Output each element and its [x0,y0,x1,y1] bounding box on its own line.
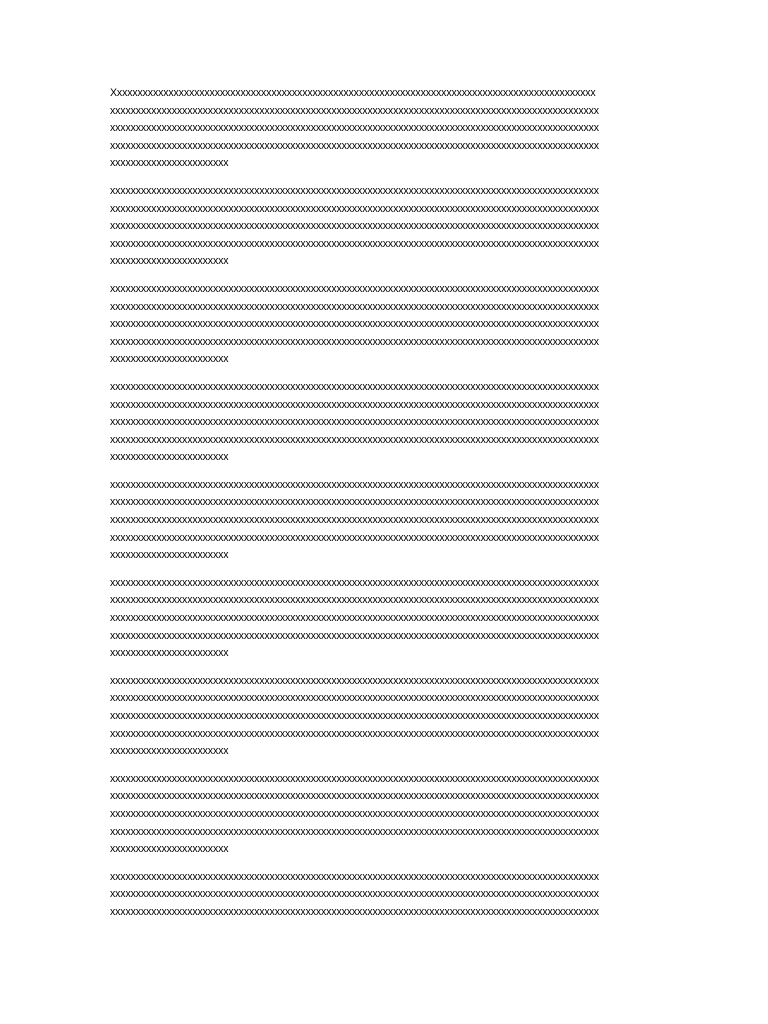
text-line: xxxxxxxxxxxxxxxxxxxxxxx [110,353,229,366]
text-line: xxxxxxxxxxxxxxxxxxxxxxxxxxxxxxxxxxxxxxxxxxxxxxxxxxxxxxxxxxxxxxxxxxxxxxxxxxxxxxxxxxxxxxxxxxxxxxx [110,905,599,918]
text-line: xxxxxxxxxxxxxxxxxxxxxxxxxxxxxxxxxxxxxxxxxxxxxxxxxxxxxxxxxxxxxxxxxxxxxxxxxxxxxxxxxxxxxxxxxxxxxxx [110,825,599,838]
text-line: xxxxxxxxxxxxxxxxxxxxxxxxxxxxxxxxxxxxxxxxxxxxxxxxxxxxxxxxxxxxxxxxxxxxxxxxxxxxxxxxxxxxxxxxxxxxxxx [110,478,599,491]
paragraph-4 [110,379,670,467]
text-line: xxxxxxxxxxxxxxxxxxxxxxxxxxxxxxxxxxxxxxxxxxxxxxxxxxxxxxxxxxxxxxxxxxxxxxxxxxxxxxxxxxxxxxxxxxxxxxx [110,300,599,313]
text-line: xxxxxxxxxxxxxxxxxxxxxxxxxxxxxxxxxxxxxxxxxxxxxxxxxxxxxxxxxxxxxxxxxxxxxxxxxxxxxxxxxxxxxxxxxxxxxxx [110,282,599,295]
text-line: xxxxxxxxxxxxxxxxxxxxxxxxxxxxxxxxxxxxxxxxxxxxxxxxxxxxxxxxxxxxxxxxxxxxxxxxxxxxxxxxxxxxxxxxxxxxxxx [110,380,599,393]
text-line: xxxxxxxxxxxxxxxxxxxxxxx [110,745,229,758]
text-line: xxxxxxxxxxxxxxxxxxxxxxxxxxxxxxxxxxxxxxxxxxxxxxxxxxxxxxxxxxxxxxxxxxxxxxxxxxxxxxxxxxxxxxxxxxxxxxx [110,184,599,197]
text-line: xxxxxxxxxxxxxxxxxxxxxxxxxxxxxxxxxxxxxxxxxxxxxxxxxxxxxxxxxxxxxxxxxxxxxxxxxxxxxxxxxxxxxxxxxxxxxxx [110,870,599,883]
text-line: xxxxxxxxxxxxxxxxxxxxxxxxxxxxxxxxxxxxxxxxxxxxxxxxxxxxxxxxxxxxxxxxxxxxxxxxxxxxxxxxxxxxxxxxxxxxxxx [110,807,599,820]
text-line: xxxxxxxxxxxxxxxxxxxxxxxxxxxxxxxxxxxxxxxxxxxxxxxxxxxxxxxxxxxxxxxxxxxxxxxxxxxxxxxxxxxxxxxxxxxxxxx [110,576,599,589]
text-line: xxxxxxxxxxxxxxxxxxxxxxxxxxxxxxxxxxxxxxxxxxxxxxxxxxxxxxxxxxxxxxxxxxxxxxxxxxxxxxxxxxxxxxxxxxxxxxx [110,202,599,215]
text-line: xxxxxxxxxxxxxxxxxxxxxxxxxxxxxxxxxxxxxxxxxxxxxxxxxxxxxxxxxxxxxxxxxxxxxxxxxxxxxxxxxxxxxxxxxxxxxxx [110,514,599,527]
text-line: xxxxxxxxxxxxxxxxxxxxxxxxxxxxxxxxxxxxxxxxxxxxxxxxxxxxxxxxxxxxxxxxxxxxxxxxxxxxxxxxxxxxxxxxxxxxxxx [110,139,599,152]
text-line: xxxxxxxxxxxxxxxxxxxxxxxxxxxxxxxxxxxxxxxxxxxxxxxxxxxxxxxxxxxxxxxxxxxxxxxxxxxxxxxxxxxxxxxxxxxxxxx [110,416,599,429]
paragraph-9 [110,869,670,922]
paragraph-6 [110,575,670,663]
text-line: xxxxxxxxxxxxxxxxxxxxxxxxxxxxxxxxxxxxxxxxxxxxxxxxxxxxxxxxxxxxxxxxxxxxxxxxxxxxxxxxxxxxxxxxxxxxxxx [110,318,599,331]
text-line: xxxxxxxxxxxxxxxxxxxxxxxxxxxxxxxxxxxxxxxxxxxxxxxxxxxxxxxxxxxxxxxxxxxxxxxxxxxxxxxxxxxxxxxxxxxxxxx [110,433,599,446]
paragraph-2 [110,183,670,271]
paragraph-3 [110,281,670,369]
text-line: xxxxxxxxxxxxxxxxxxxxxxxxxxxxxxxxxxxxxxxxxxxxxxxxxxxxxxxxxxxxxxxxxxxxxxxxxxxxxxxxxxxxxxxxxxxxxxx [110,790,599,803]
text-line: xxxxxxxxxxxxxxxxxxxxxxxxxxxxxxxxxxxxxxxxxxxxxxxxxxxxxxxxxxxxxxxxxxxxxxxxxxxxxxxxxxxxxxxxxxxxxxx [110,122,599,135]
text-line: xxxxxxxxxxxxxxxxxxxxxxxxxxxxxxxxxxxxxxxxxxxxxxxxxxxxxxxxxxxxxxxxxxxxxxxxxxxxxxxxxxxxxxxxxxxxxxx [110,531,599,544]
text-line: xxxxxxxxxxxxxxxxxxxxxxxxxxxxxxxxxxxxxxxxxxxxxxxxxxxxxxxxxxxxxxxxxxxxxxxxxxxxxxxxxxxxxxxxxxxxxxx [110,335,599,348]
text-line: xxxxxxxxxxxxxxxxxxxxxxxxxxxxxxxxxxxxxxxxxxxxxxxxxxxxxxxxxxxxxxxxxxxxxxxxxxxxxxxxxxxxxxxxxxxxxxx [110,104,599,117]
text-line: xxxxxxxxxxxxxxxxxxxxxxx [110,843,229,856]
paragraph-1 [110,85,670,173]
paragraph-5 [110,477,670,565]
text-line: xxxxxxxxxxxxxxxxxxxxxxxxxxxxxxxxxxxxxxxxxxxxxxxxxxxxxxxxxxxxxxxxxxxxxxxxxxxxxxxxxxxxxxxxxxxxxxx [110,772,599,785]
text-line: xxxxxxxxxxxxxxxxxxxxxxxxxxxxxxxxxxxxxxxxxxxxxxxxxxxxxxxxxxxxxxxxxxxxxxxxxxxxxxxxxxxxxxxxxxxxxxx [110,710,599,722]
text-line: xxxxxxxxxxxxxxxxxxxxxxxxxxxxxxxxxxxxxxxxxxxxxxxxxxxxxxxxxxxxxxxxxxxxxxxxxxxxxxxxxxxxxxxxxxxxxxx [110,220,599,233]
text-line: xxxxxxxxxxxxxxxxxxxxxxx [110,549,229,562]
paragraph-7 [110,673,670,761]
document-page [110,85,670,932]
text-line: xxxxxxxxxxxxxxxxxxxxxxxxxxxxxxxxxxxxxxxxxxxxxxxxxxxxxxxxxxxxxxxxxxxxxxxxxxxxxxxxxxxxxxxxxxxxxxx [110,398,599,411]
text-line: xxxxxxxxxxxxxxxxxxxxxxxxxxxxxxxxxxxxxxxxxxxxxxxxxxxxxxxxxxxxxxxxxxxxxxxxxxxxxxxxxxxxxxxxxxxxxxx [110,888,599,901]
text-line: xxxxxxxxxxxxxxxxxxxxxxxxxxxxxxxxxxxxxxxxxxxxxxxxxxxxxxxxxxxxxxxxxxxxxxxxxxxxxxxxxxxxxxxxxxxxxxx [110,496,599,509]
text-line: Xxxxxxxxxxxxxxxxxxxxxxxxxxxxxxxxxxxxxxxxxxxxxxxxxxxxxxxxxxxxxxxxxxxxxxxxxxxxxxxxxxxxxxxxxxxxxx [110,87,596,99]
text-line: xxxxxxxxxxxxxxxxxxxxxxx [110,157,229,170]
text-line: xxxxxxxxxxxxxxxxxxxxxxxxxxxxxxxxxxxxxxxxxxxxxxxxxxxxxxxxxxxxxxxxxxxxxxxxxxxxxxxxxxxxxxxxxxxxxxx [110,612,599,625]
paragraph-8 [110,771,670,859]
text-line: xxxxxxxxxxxxxxxxxxxxxxxxxxxxxxxxxxxxxxxxxxxxxxxxxxxxxxxxxxxxxxxxxxxxxxxxxxxxxxxxxxxxxxxxxxxxxxx [110,594,599,607]
text-line: xxxxxxxxxxxxxxxxxxxxxxxxxxxxxxxxxxxxxxxxxxxxxxxxxxxxxxxxxxxxxxxxxxxxxxxxxxxxxxxxxxxxxxxxxxxxxxx [110,674,599,687]
text-line: xxxxxxxxxxxxxxxxxxxxxxxxxxxxxxxxxxxxxxxxxxxxxxxxxxxxxxxxxxxxxxxxxxxxxxxxxxxxxxxxxxxxxxxxxxxxxxx [110,237,599,250]
text-line: xxxxxxxxxxxxxxxxxxxxxxx [110,451,229,464]
text-line: xxxxxxxxxxxxxxxxxxxxxxxxxxxxxxxxxxxxxxxxxxxxxxxxxxxxxxxxxxxxxxxxxxxxxxxxxxxxxxxxxxxxxxxxxxxxxxx [110,727,599,740]
text-line: xxxxxxxxxxxxxxxxxxxxxxxxxxxxxxxxxxxxxxxxxxxxxxxxxxxxxxxxxxxxxxxxxxxxxxxxxxxxxxxxxxxxxxxxxxxxxxx [110,692,599,705]
text-line: xxxxxxxxxxxxxxxxxxxxxxx [110,255,229,268]
text-line: xxxxxxxxxxxxxxxxxxxxxxxxxxxxxxxxxxxxxxxxxxxxxxxxxxxxxxxxxxxxxxxxxxxxxxxxxxxxxxxxxxxxxxxxxxxxxxx [110,629,599,642]
text-line: xxxxxxxxxxxxxxxxxxxxxxx [110,647,229,660]
